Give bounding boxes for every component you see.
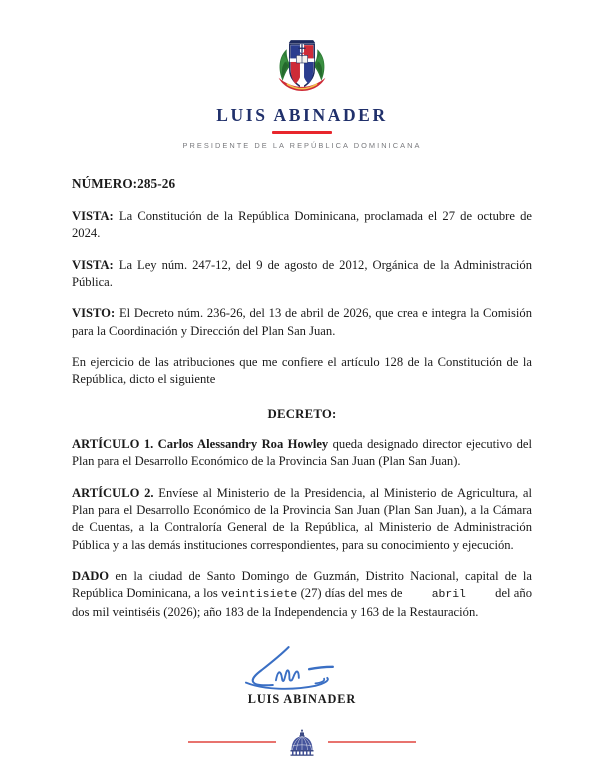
president-name: LUIS ABINADER xyxy=(216,105,388,125)
vista-1-lead: VISTA: xyxy=(72,208,114,223)
visto-text: El Decreto núm. 236-26, del 13 de abril de 2026, que crea e integra la Comisión para la Coordinación y Dirección del Plan San Juan. xyxy=(72,306,532,338)
handwritten-signature xyxy=(227,644,377,696)
capitol-dome-icon xyxy=(287,727,317,757)
articulo-2-text: Envíese al Ministerio de la Presidencia, al Ministerio de Agricultura, al Plan para el Desarrollo Económico de la Provincia San Juan (Plan San Juan), a la Cámara de Cuentas, a la Contraloría General de la República, al Ministerio de Administración Pública y a las demás instituciones correspondientes, para su conocimiento y ejecución. xyxy=(72,485,532,552)
dado-text-2: (27) días del mes de xyxy=(297,586,406,601)
vista-paragraph-2 xyxy=(72,257,532,292)
articulo-1-paragraph xyxy=(72,436,532,471)
dado-month-field: abril xyxy=(431,589,466,602)
document-number-label: NÚMERO: xyxy=(72,175,138,191)
vista-2-lead: VISTA: xyxy=(72,257,114,272)
vista-2-text: La Ley núm. 247-12, del 9 de agosto de 2012, Orgánica de la Administración Pública. xyxy=(72,257,532,289)
vista-paragraph-1 xyxy=(72,208,532,243)
dominican-republic-coat-of-arms-icon xyxy=(271,34,333,94)
dado-text-3: del año dos mil veintiséis (2026); año 183 de la Independencia y 163 de la Restauración. xyxy=(72,586,532,620)
articulo-2-paragraph xyxy=(72,485,532,555)
facultad-paragraph: En ejercicio de las atribuciones que me confiere el artículo 128 de la Constitución de la República, dicto el siguiente xyxy=(72,355,532,387)
document-number-value: 285-26 xyxy=(137,175,176,191)
decreto-heading: DECRETO: xyxy=(267,406,337,421)
dado-paragraph xyxy=(72,568,532,621)
dado-day-word-field: veintisiete xyxy=(221,589,298,602)
visto-paragraph xyxy=(72,305,532,340)
president-subtitle: PRESIDENTE DE LA REPÚBLICA DOMINICANA xyxy=(182,140,422,150)
signer-name: LUIS ABINADER xyxy=(247,691,357,706)
articulo-1-designee-name: Carlos Alessandry Roa Howley xyxy=(153,436,329,451)
footer-rule-left xyxy=(188,741,276,743)
dado-text-1: en la ciudad de Santo Domingo de Guzmán, Distrito Nacional, capital de la República Dominicana, a los xyxy=(72,569,532,601)
articulo-1-text: queda designado director ejecutivo del Plan para el Desarrollo Económico de la Provincia San Juan (Plan San Juan). xyxy=(72,436,532,469)
visto-lead: VISTO: xyxy=(72,306,116,321)
articulo-1-lead: ARTÍCULO 1. xyxy=(72,436,154,451)
dado-lead: DADO xyxy=(72,569,110,584)
page-footer xyxy=(0,727,604,757)
signature-block xyxy=(72,644,532,707)
header-accent-rule xyxy=(272,131,332,134)
document-body xyxy=(0,176,604,707)
vista-1-text: La Constitución de la República Dominicana, proclamada el 27 de octubre de 2024. xyxy=(72,208,532,241)
articulo-2-lead: ARTÍCULO 2. xyxy=(72,485,154,500)
footer-rule-right xyxy=(328,741,416,743)
letterhead xyxy=(0,0,604,150)
document-number-line xyxy=(72,176,532,192)
